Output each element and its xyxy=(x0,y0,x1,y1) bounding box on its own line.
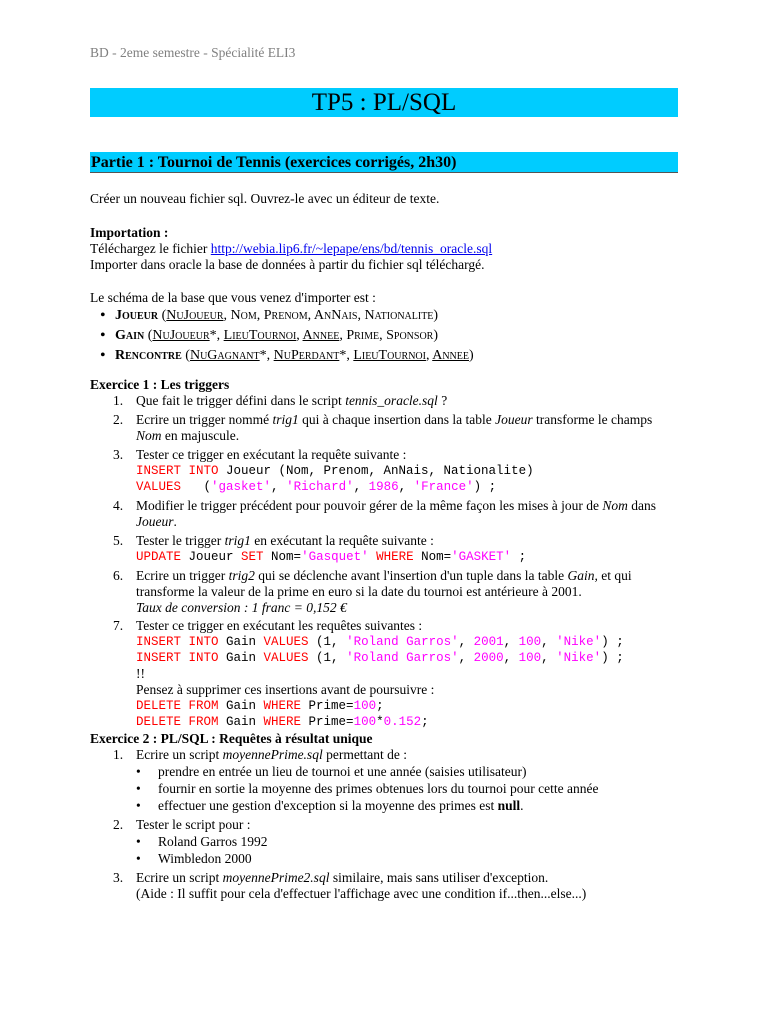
sql-keyword: INSERT INTO xyxy=(136,651,219,665)
exercise-1-list xyxy=(90,393,690,730)
table-name: Gain, xyxy=(567,568,598,583)
sql-text: , xyxy=(458,651,474,665)
sql-text: , xyxy=(541,651,557,665)
sql-string: 'Roland Garros' xyxy=(346,651,459,665)
key-field: LieuTournoi xyxy=(353,348,426,363)
list-item: • Wimbledon 2000 xyxy=(136,851,690,867)
list-item xyxy=(90,747,690,814)
part-title: Partie 1 : Tournoi de Tennis (exercices corrigés, 2h30) xyxy=(90,152,678,173)
punct: *, xyxy=(259,348,274,363)
punct: ( xyxy=(181,348,190,363)
page-title: TP5 : PL/SQL xyxy=(90,88,678,117)
list-item xyxy=(90,412,690,444)
sql-text: ) ; xyxy=(601,651,624,665)
sql-keyword: VALUES xyxy=(136,480,182,494)
table-name: Joueur xyxy=(136,514,174,529)
sql-keyword: INSERT INTO xyxy=(136,464,219,478)
sql-number: 2000 xyxy=(473,651,504,665)
key-field: NuJoueur xyxy=(166,308,224,323)
sql-string: 'GASKET' xyxy=(451,550,512,564)
importation-section xyxy=(90,225,690,273)
item-text: Ecrire un trigger nommé xyxy=(136,412,273,427)
sql-text: Gain xyxy=(218,699,264,713)
sql-string: 'Roland Garros' xyxy=(346,635,459,649)
table-name: Rencontre xyxy=(115,348,182,363)
item-text: transforme le champs xyxy=(532,412,653,427)
punct: ) xyxy=(468,348,474,363)
item-text: en exécutant la requête suivante : xyxy=(250,533,434,548)
item-text: dans xyxy=(627,498,656,513)
sql-number: 100 xyxy=(518,651,542,665)
list-item xyxy=(90,393,690,409)
sql-string: 'Nike' xyxy=(556,635,602,649)
item-text: transforme la valeur de la prime en euro si la date du tournoi est antérieure à 2001. xyxy=(136,584,582,599)
sql-text: Nom= xyxy=(263,550,302,564)
sql-keyword: DELETE FROM xyxy=(136,715,219,729)
sql-string: 'Nike' xyxy=(556,651,602,665)
sql-text: Gain xyxy=(218,715,264,729)
item-text: . xyxy=(173,514,177,529)
field-name: Nom xyxy=(136,428,162,443)
sql-text: , xyxy=(353,480,369,494)
list-item xyxy=(90,817,690,867)
page-header: BD - 2eme semestre - Spécialité ELI3 xyxy=(90,45,296,60)
schema-rencontre xyxy=(90,346,690,366)
cleanup-note: Pensez à supprimer ces insertions avant de poursuivre : xyxy=(136,682,435,697)
exercise-2-list xyxy=(90,747,690,902)
sql-string: 'Gasquet' xyxy=(301,550,369,564)
list-item xyxy=(90,568,690,616)
sql-keyword: WHERE xyxy=(376,550,414,564)
sql-number: 100 xyxy=(518,635,542,649)
intro-text: Créer un nouveau fichier sql. Ouvrez-le avec un éditeur de texte. xyxy=(90,191,440,206)
sql-text: ) ; xyxy=(601,635,624,649)
sql-keyword: VALUES xyxy=(263,635,309,649)
item-text: en majuscule. xyxy=(161,428,240,443)
download-prefix: Téléchargez le fichier xyxy=(90,241,211,256)
list-item xyxy=(136,798,690,814)
item-number: 1. xyxy=(113,393,124,408)
code-line xyxy=(136,698,690,714)
schema-intro: Le schéma de la base que vous venez d'importer est : xyxy=(90,290,376,305)
punct: ( xyxy=(144,328,153,343)
item-number: 3. xyxy=(113,447,124,462)
sql-text: ) ; xyxy=(473,480,497,494)
key-field: NuGagnant xyxy=(189,348,260,363)
list-item xyxy=(90,618,690,730)
punct: *, xyxy=(339,348,354,363)
list-item xyxy=(90,533,690,565)
sql-text: ; xyxy=(511,550,527,564)
fields: , Prime, Sponsor) xyxy=(339,328,439,343)
sql-number: 0.152 xyxy=(383,715,422,729)
sql-text: Gain xyxy=(218,651,264,665)
table-name: Joueur xyxy=(495,412,533,427)
sql-text: Nom= xyxy=(413,550,452,564)
key-field: NuJoueur xyxy=(152,328,210,343)
item-number: 4. xyxy=(113,498,124,513)
code-line xyxy=(136,650,690,666)
key-field: Annee xyxy=(302,328,340,343)
item-number: 2. xyxy=(113,412,124,427)
sql-keyword: WHERE xyxy=(263,715,302,729)
item-text: qui se déclenche avant l'insertion d'un tuple dans la table xyxy=(254,568,568,583)
sql-keyword: INSERT INTO xyxy=(136,635,219,649)
schema-section xyxy=(90,290,690,366)
warning-mark: !! xyxy=(136,666,145,681)
item-text: effectuer une gestion d'exception si la moyenne des primes est xyxy=(158,798,498,813)
importation-line1 xyxy=(90,241,690,257)
list-item xyxy=(90,870,690,902)
trigger-name: trig1 xyxy=(224,533,251,548)
sql-text: Gain xyxy=(218,635,264,649)
sql-text: ; xyxy=(376,699,384,713)
sql-string: 'France' xyxy=(413,480,474,494)
item-text: . xyxy=(520,798,524,813)
sql-text: , xyxy=(271,480,287,494)
sql-text: , xyxy=(458,635,474,649)
list-item xyxy=(90,498,690,530)
sub-list xyxy=(136,764,690,814)
file-name: moyennePrime2.sql xyxy=(222,870,330,885)
key-field: NuPerdant xyxy=(273,348,340,363)
sql-text: Joueur xyxy=(181,550,242,564)
item-number: 3. xyxy=(113,870,124,885)
sql-string: 'gasket' xyxy=(211,480,272,494)
item-text: Ecrire un trigger xyxy=(136,568,229,583)
field-name: Nom xyxy=(602,498,628,513)
sql-keyword: DELETE FROM xyxy=(136,699,219,713)
sql-number: 100 xyxy=(353,699,377,713)
sql-text: , xyxy=(503,651,519,665)
sql-number: 1986 xyxy=(368,480,399,494)
sql-text: Prime= xyxy=(301,715,354,729)
item-text: Ecrire un script xyxy=(136,870,223,885)
punct: *, xyxy=(209,328,224,343)
fields: , Nom, Prenom, AnNais, Nationalite) xyxy=(223,308,439,323)
sql-string: 'Richard' xyxy=(286,480,354,494)
code-line xyxy=(136,714,690,730)
trigger-name: trig1 xyxy=(272,412,299,427)
code-line xyxy=(136,463,690,479)
key-field: Annee xyxy=(432,348,469,363)
item-text: Tester le script pour : xyxy=(136,817,251,832)
list-item xyxy=(90,447,690,495)
importation-line2: Importer dans oracle la base de données à partir du fichier sql téléchargé. xyxy=(90,257,485,272)
sql-text: Prime= xyxy=(301,699,354,713)
sql-keyword: WHERE xyxy=(263,699,302,713)
item-text: Modifier le trigger précédent pour pouvoir gérer de la même façon les mises à jour de xyxy=(136,498,603,513)
sql-text: ( xyxy=(181,480,212,494)
sql-number: 100 xyxy=(353,715,377,729)
item-text: qui à chaque insertion dans la table xyxy=(298,412,496,427)
sql-number: 2001 xyxy=(473,635,504,649)
key-field: LieuTournoi xyxy=(223,328,297,343)
sql-text: * xyxy=(376,715,384,729)
exercise-1 xyxy=(90,377,690,730)
item-number: 6. xyxy=(113,568,124,583)
item-number: 7. xyxy=(113,618,124,633)
item-text: similaire, mais sans utiliser d'exception. xyxy=(329,870,549,885)
list-item: • Roland Garros 1992 xyxy=(136,834,690,850)
item-number: 2. xyxy=(113,817,124,832)
sql-keyword: VALUES xyxy=(263,651,309,665)
item-text: ? xyxy=(437,393,448,408)
code-line xyxy=(136,634,690,650)
sql-text: Joueur (Nom, Prenom, AnNais, Nationalite) xyxy=(218,464,534,478)
sql-text: , xyxy=(541,635,557,649)
exercise-2 xyxy=(90,731,690,902)
sub-list xyxy=(136,834,690,867)
punct: , xyxy=(425,348,433,363)
table-name: Gain xyxy=(115,328,145,343)
code-line xyxy=(136,549,690,565)
schema-joueur xyxy=(90,306,690,326)
item-number: 1. xyxy=(113,747,124,762)
sql-text: (1, xyxy=(308,635,347,649)
importation-heading: Importation : xyxy=(90,225,169,240)
sql-keyword: UPDATE xyxy=(136,550,182,564)
hint-text: (Aide : Il suffit pour cela d'effectuer l'affichage avec une condition if...then...else...) xyxy=(136,886,587,901)
sql-text: , xyxy=(398,480,414,494)
list-item: • prendre en entrée un lieu de tournoi et une année (saisies utilisateur) xyxy=(136,764,690,780)
item-text: permettant de : xyxy=(322,747,408,762)
item-text: Tester ce trigger en exécutant la requête suivante : xyxy=(136,447,407,462)
sql-keyword: SET xyxy=(241,550,264,564)
file-name: moyennePrime.sql xyxy=(222,747,323,762)
schema-list xyxy=(90,306,690,366)
download-link[interactable]: http://webia.lip6.fr/~lepape/ens/bd/tennis_oracle.sql xyxy=(210,241,493,256)
null-keyword: null xyxy=(497,798,521,813)
punct: ( xyxy=(158,308,167,323)
code-line xyxy=(136,479,690,495)
sql-text: , xyxy=(503,635,519,649)
item-text: Ecrire un script xyxy=(136,747,223,762)
conversion-rate: Taux de conversion : 1 franc = 0,152 € xyxy=(136,600,347,615)
sql-text: (1, xyxy=(308,651,347,665)
table-name: Joueur xyxy=(115,308,159,323)
sql-text: ; xyxy=(421,715,429,729)
file-name: tennis_oracle.sql xyxy=(345,393,438,408)
schema-gain xyxy=(90,326,690,346)
punct: , xyxy=(296,328,303,343)
sql-text xyxy=(369,550,377,564)
exercise-1-heading: Exercice 1 : Les triggers xyxy=(90,377,230,392)
exercise-2-heading: Exercice 2 : PL/SQL : Requêtes à résultat unique xyxy=(90,731,373,746)
item-text: et qui xyxy=(597,568,632,583)
item-text: Que fait le trigger défini dans le script xyxy=(136,393,346,408)
list-item: • fournir en sortie la moyenne des primes obtenues lors du tournoi pour cette année xyxy=(136,781,690,797)
item-text: Tester le trigger xyxy=(136,533,225,548)
item-number: 5. xyxy=(113,533,124,548)
trigger-name: trig2 xyxy=(228,568,255,583)
item-text: Tester ce trigger en exécutant les requêtes suivantes : xyxy=(136,618,423,633)
